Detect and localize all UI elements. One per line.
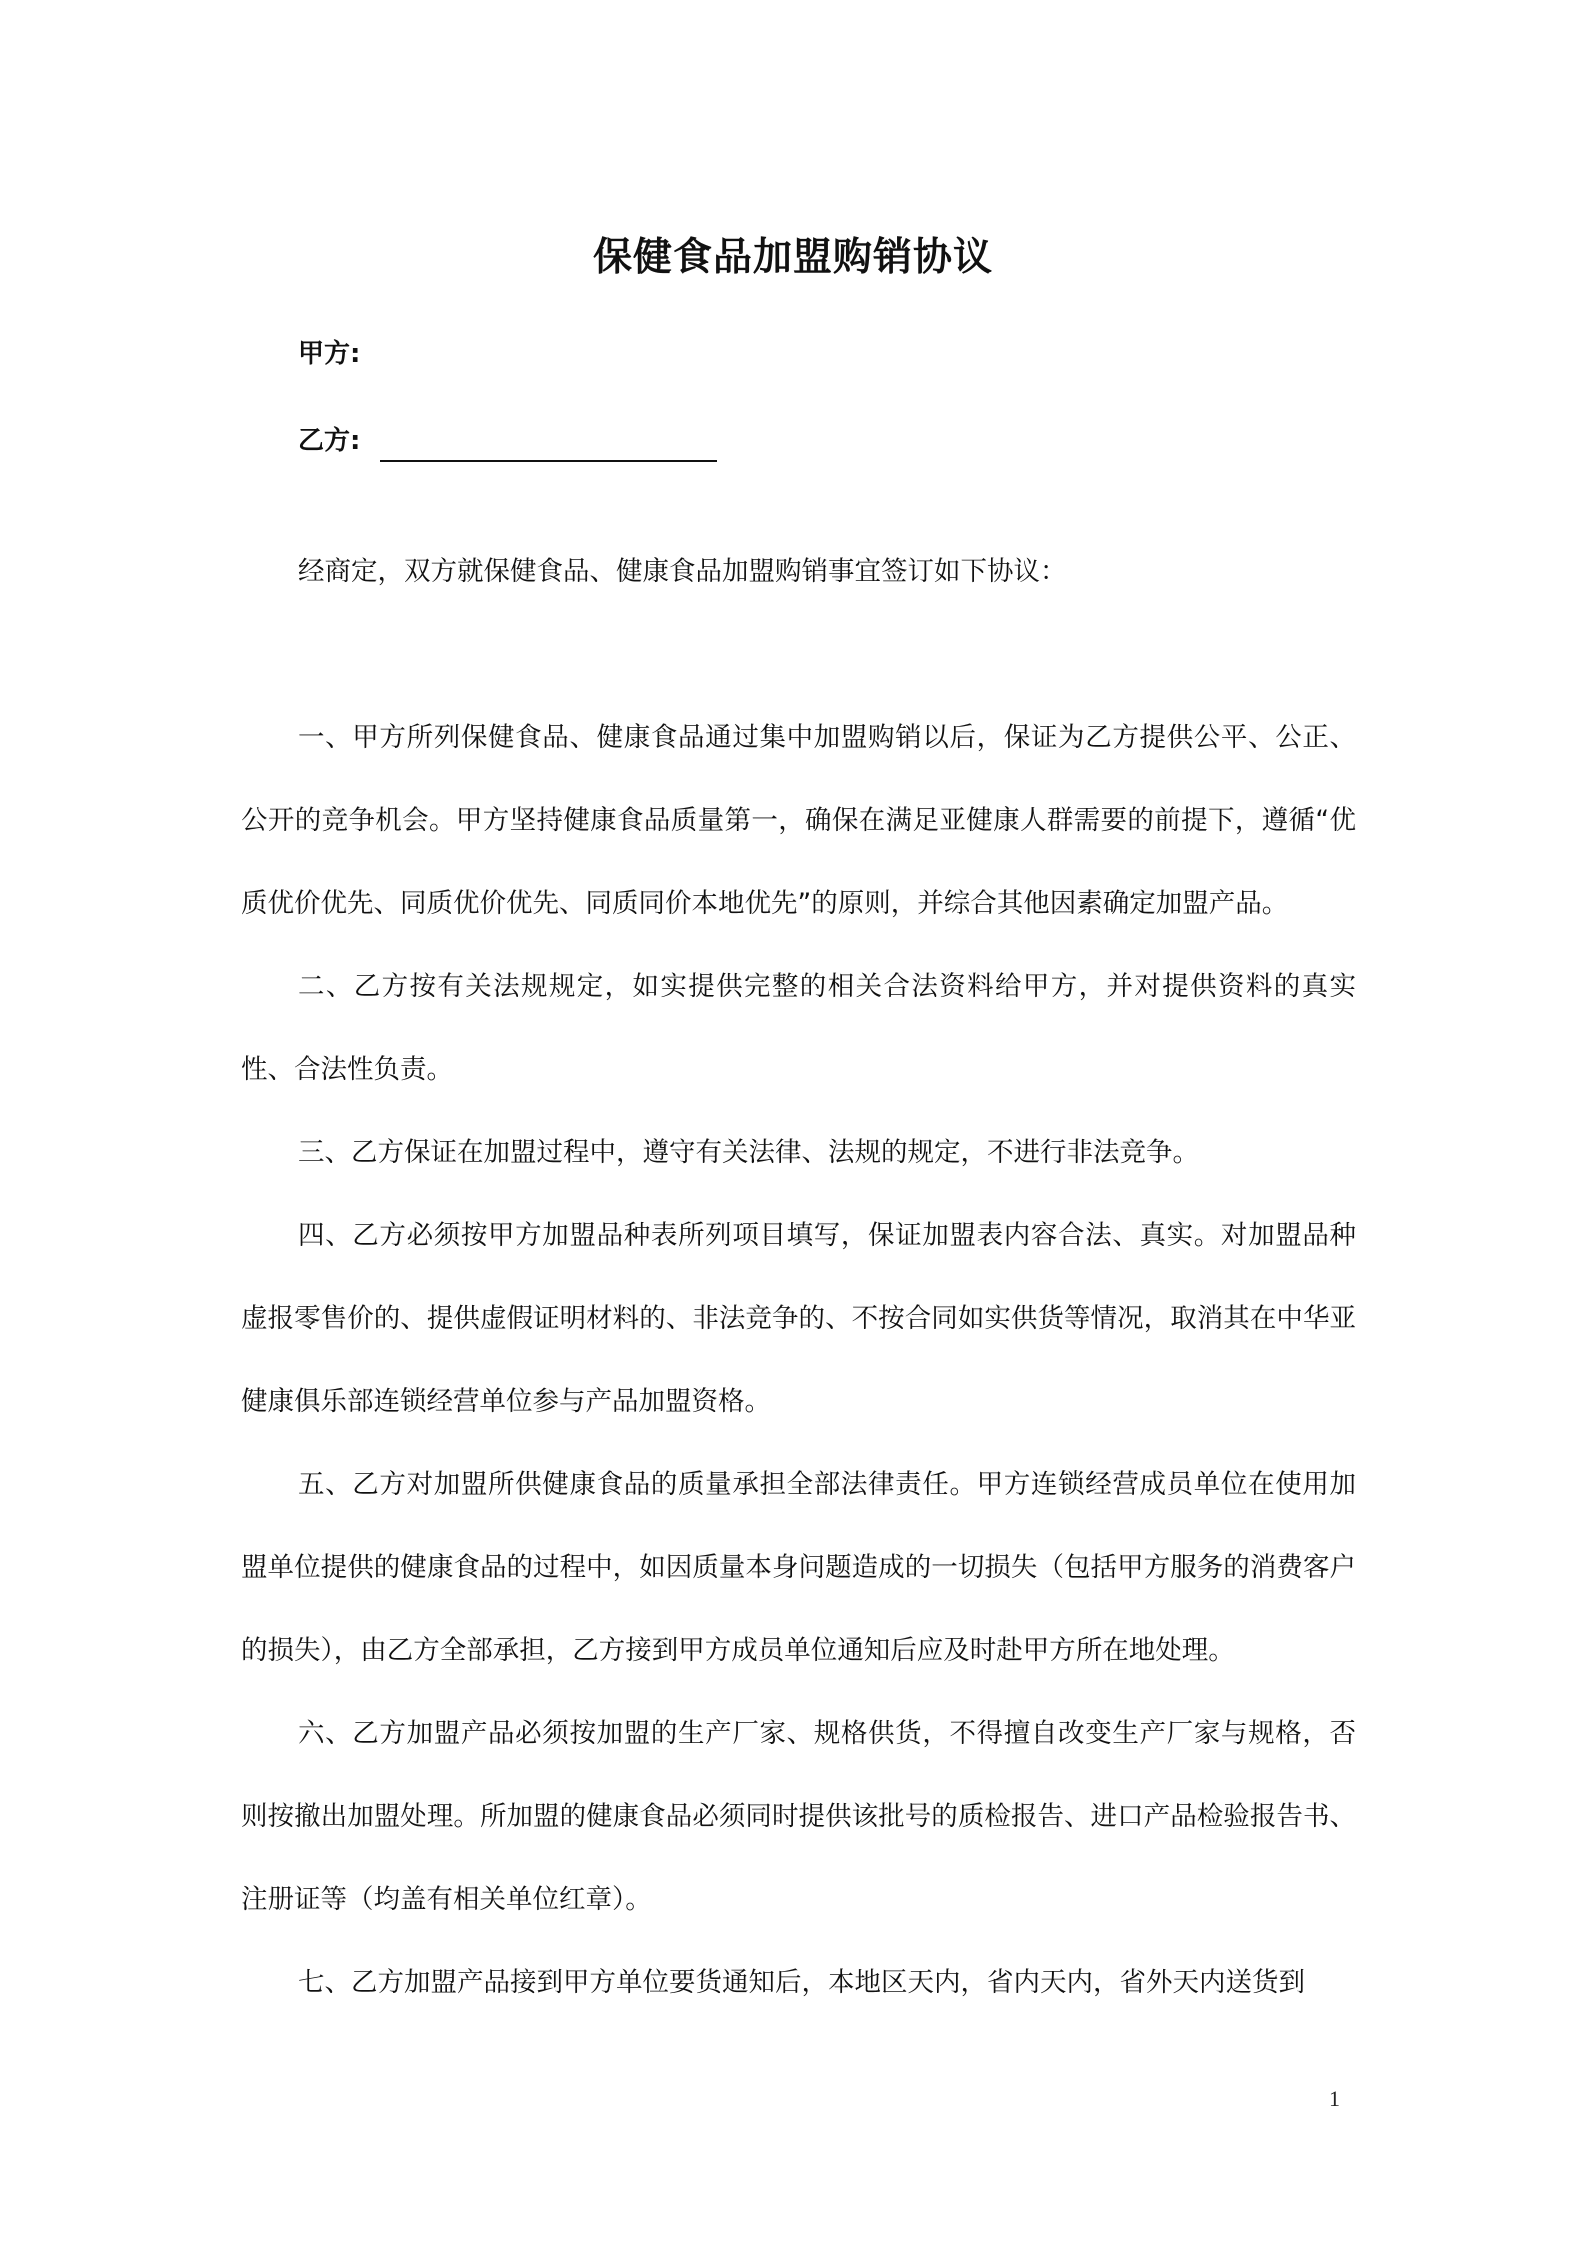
clause-2: 二、乙方按有关法规规定，如实提供完整的相关合法资料给甲方，并对提供资料的真实性、合法性负责。 (241, 971, 1356, 1085)
party-b-blank-line (380, 460, 717, 462)
clause-5: 五、乙方对加盟所供健康食品的质量承担全部法律责任。甲方连锁经营成员单位在使用加盟单位提供的健康食品的过程中，如因质量本身问题造成的一切损失（包括甲方服务的消费客户的损失），由乙方全部承担，乙方接到甲方成员单位通知后应及时赴甲方所在地处理。 (241, 1469, 1356, 1666)
clause-1: 一、甲方所列保健食品、健康食品通过集中加盟购销以后，保证为乙方提供公平、公正、公开的竞争机会。甲方坚持健康食品质量第一，确保在满足亚健康人群需要的前提下，遵循“优质优价优先、同质优价优先、同质同价本地优先”的原则，并综合其他因素确定加盟产品。 (241, 722, 1356, 919)
party-a-label: 甲方: (298, 339, 361, 369)
clause-4: 四、乙方必须按甲方加盟品种表所列项目填写，保证加盟表内容合法、真实。对加盟品种虚报零售价的、提供虚假证明材料的、非法竞争的、不按合同如实供货等情况，取消其在中华亚健康俱乐部连锁经营单位参与产品加盟资格。 (241, 1220, 1356, 1417)
clause-3: 三、乙方保证在加盟过程中，遵守有关法律、法规的规定，不进行非法竞争。 (298, 1137, 1199, 1168)
agreement-body (241, 530, 1356, 2024)
intro-paragraph: 经商定，双方就保健食品、健康食品加盟购销事宜签订如下协议： (298, 556, 1067, 587)
document-title: 保健食品加盟购销协议 (592, 235, 993, 280)
clause-7: 七、乙方加盟产品接到甲方单位要货通知后，本地区天内，省内天内，省外天内送货到 (298, 1967, 1305, 1998)
page-number: 1 (1329, 2086, 1340, 2111)
party-b-label: 乙方: (298, 426, 361, 456)
clause-6: 六、乙方加盟产品必须按加盟的生产厂家、规格供货，不得擅自改变生产厂家与规格，否则按撤出加盟处理。所加盟的健康食品必须同时提供该批号的质检报告、进口产品检验报告书、注册证等（均盖有相关单位红章）。 (241, 1718, 1356, 1915)
